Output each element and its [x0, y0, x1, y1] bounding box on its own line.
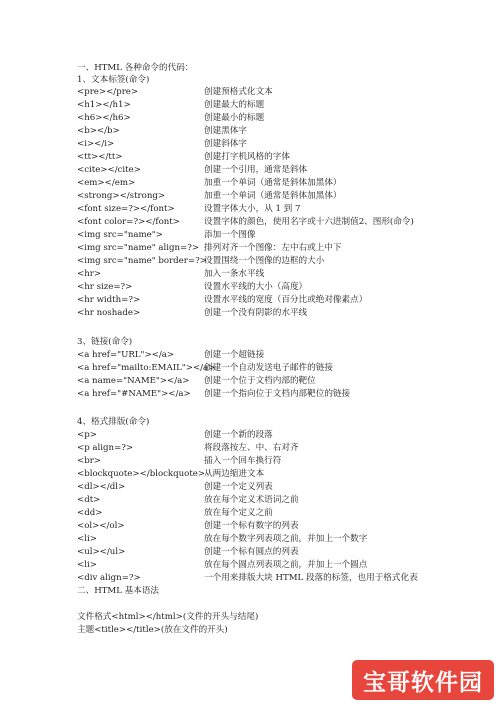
section-1-title: 一、HTML 各种命令的代码： [77, 63, 194, 73]
section-1-1-subtitle: 1、文本标签(命令) [77, 75, 150, 85]
basic-line: 文件格式<html></html>(文件的开头与结尾) [77, 612, 259, 622]
section-3-subtitle: 3、链接(命令) [77, 337, 133, 347]
watermark-logo: 宝哥软件园 [352, 660, 494, 700]
section-4-subtitle: 4、格式排版(命令) [77, 417, 150, 427]
basic-line: 主题<title></title>(放在文件的开头) [77, 625, 228, 635]
section-2-title: 二、HTML 基本语法 [77, 586, 160, 596]
document-page: 一、HTML 各种命令的代码： 1、文本标签(命令) <pre></pre> 创建预格式化文本 <h1></h1> 创建最大的标题 <h6></h6> 创建最小的标题 <b></b> 创建黑体字 <i></i> 创建斜体字 <tt></tt> 创建打字机风格的字体 <cite></cite> 创建一个引用，通常是斜体 <em></em> 加重一个单词（通常是斜体加黑体） <strong></strong> 加重一个单词（通常是斜体加黑体） <font size=?></font> 设置字体大小，从 1 到 7 <font color=?></font> 设置字体的颜色，使用名字或十六进制值2、图形(命令) <img src="name"> 添加一个图像 <img src="name" align=?> 排列对齐一个图像：左中右或上中下 <img src="name" border=?> 设置围绕一个图像的边框的大小 <hr> 加入一条水平线 <hr size=?> 设置水平线的大小（高度） <hr width=?> 设置水平线的宽度（百分比或绝对像素点） <hr noshade> 创建一个没有阴影的水平线 3、链接(命令) <a href="URL"></a> 创建一个超链接 <a href="mailto:EMAIL"></a> 创建一个自动发送电子邮件的链接 <a name="NAME"></a> 创建一个位于文档内部的靶位 <a href="#NAME"></a> 创建一个指向位于文档内部靶位的链接 4、格式排版(命令) <p> 创建一个新的段落 <p align=?> 将段落按左、中、右对齐 <br> 插入一个回车换行符 <blockquote></blockquote> 从两边缩进文本 <dl></dl> 创建一个定义列表 <dt> 放在每个定义术语词之前 <dd> 放在每个定义之前 <ol></ol> 创建一个标有数字的列表 <li> 放在每个数字列表项之前，并加上一个数字 <ul></ul> 创建一个标有圆点的列表 <li> 放在每个圆点列表项之前，并加上一个圆点 <div align=?> 一个用来排版大块 HTML 段落的标签，也用于格式化表 二、HTML 基本语法 文件格式<html></html>(文件的开头与结尾) 主题<title></title>(放在文件的开头) 宝哥软件园 [0, 0, 500, 707]
